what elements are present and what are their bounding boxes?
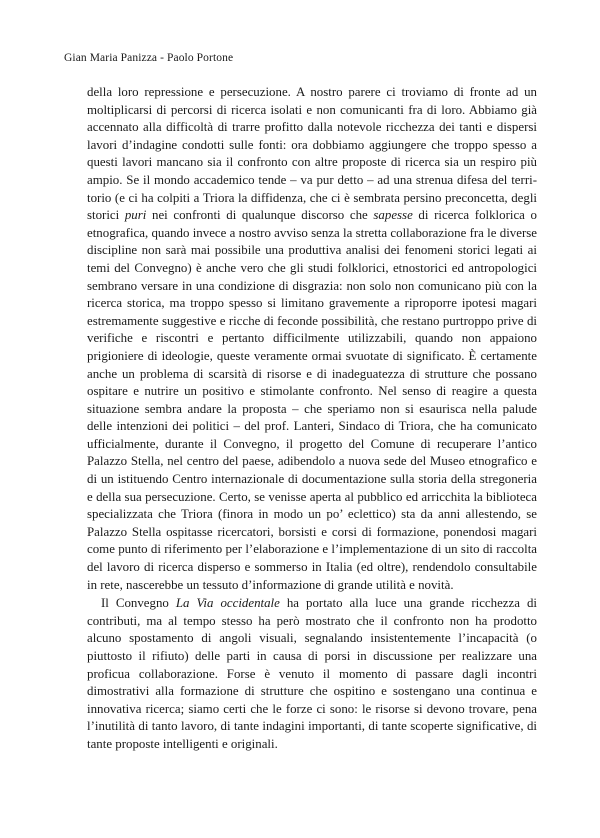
- text-run: di ricerca folklorica o etnografica, quando invece a nostro avviso senza la stretta collaborazione fra le diverse discipline non sarà mai possibile una produttiva analisi dei fenomeni storici legati ai temi del Convegno) è anche vero che gli studi folklorici, etnostorici ed antropologici sembrano versare in una condizione di disgrazia: non solo non comunicano più con la ricerca storica, ma troppo spesso si limitano gravemente a riproporre ipotesi magari estremamente suggestive e ricche di feconde possibilità, che restano purtroppo prive di verifiche e riscontri e pertanto difficilmente utilizzabili, quando non appaiono prigioniere di ideologie, queste veramente ormai svuotate di significato. È certamente anche un problema di scarsità di risorse e di inadeguatezza di strutture che possano ospitare e nutrire un positivo e stimolante confronto. Nel senso di reagire a questa situazione sembra andare la proposta – che speriamo non si esaurisca nella palude delle intenzioni dei politici – del prof. Lanteri, Sindaco di Triora, che ha comunicato ufficialmente, durante il Convegno, il progetto del Comune di recuperare l’antico Palazzo Stella, nel centro del paese, adibendolo a nuova sede del Museo etnografico e di un istituendo Centro internazionale di documentazione sulla storia della stregoneria e della sua persecuzione. Certo, se venisse aperta al pubblico ed arricchita la biblioteca specializzata che Triora (finora in modo un po’ eclettico) sta da anni allestendo, se Palazzo Stella ospitasse ricercatori, borsisti e corsi di formazione, ponendosi magari come punto di riferimento per l’elaborazione e l’implementazione di un sito di raccolta del lavoro di ricerca disperso e sommerso in Italia (ed oltre), rendendolo consultabile in rete, nascerebbe un tessuto d’informazione di grande utilità e novità.: [87, 208, 537, 592]
- text-run: ha portato alla luce una grande ricchezza di contributi, ma al tempo stesso ha però mostrato che il confronto non ha prodotto alcuno spostamento di angoli visuali, segnalando insistentemente l’incapacità (o piuttosto il rifiuto) delle parti in causa di porsi in discussione per realizzare una proficua collaborazione. Forse è venuto il momento di passare dagli incontri dimostrativi alla formazione di strutture che ospitino e sostengano una continua e innovativa ricerca; siamo certi che le forze ci sono: le risorse si devono trovare, pena l’inutilità di tanto lavoro, di tante indagini importanti, di tante scoperte significative, di tante proposte intelligenti e originali.: [87, 596, 537, 751]
- text-run: della loro repressione e persecuzione. A nostro parere ci troviamo di fronte ad un moltiplicarsi di percorsi di ricerca isolati e non comunicanti fra di loro. Abbiamo già accennato alla difficoltà di trarre profitto dalla notevole ricchezza dei tanti e dispersi lavori d’indagine condotti sulle fonti: ora dobbiamo aggiungere che troppo spesso a questi lavori mancano sia il confronto con altre proposte di ricerca sia un respiro più ampio. Se il mondo accademico tende – va pur detto – ad una strenua difesa del territorio (e ci ha colpiti a Triora la diffidenza, che ci è sembrata persino preconcetta, degli storici: [87, 85, 537, 223]
- text-run: nei confronti di qualunque discorso che: [146, 208, 374, 223]
- italic-term-sapesse: sapesse: [373, 208, 413, 223]
- italic-term-puri: puri: [124, 208, 147, 223]
- paragraph-1: [87, 84, 537, 594]
- body-text: [87, 84, 537, 754]
- text-run: Il Convegno: [101, 596, 176, 611]
- paragraph-2: [87, 595, 537, 753]
- italic-title-la-via-occidentale: La Via occidentale: [175, 596, 280, 611]
- running-head-authors: Gian Maria Panizza - Paolo Portone: [64, 52, 234, 64]
